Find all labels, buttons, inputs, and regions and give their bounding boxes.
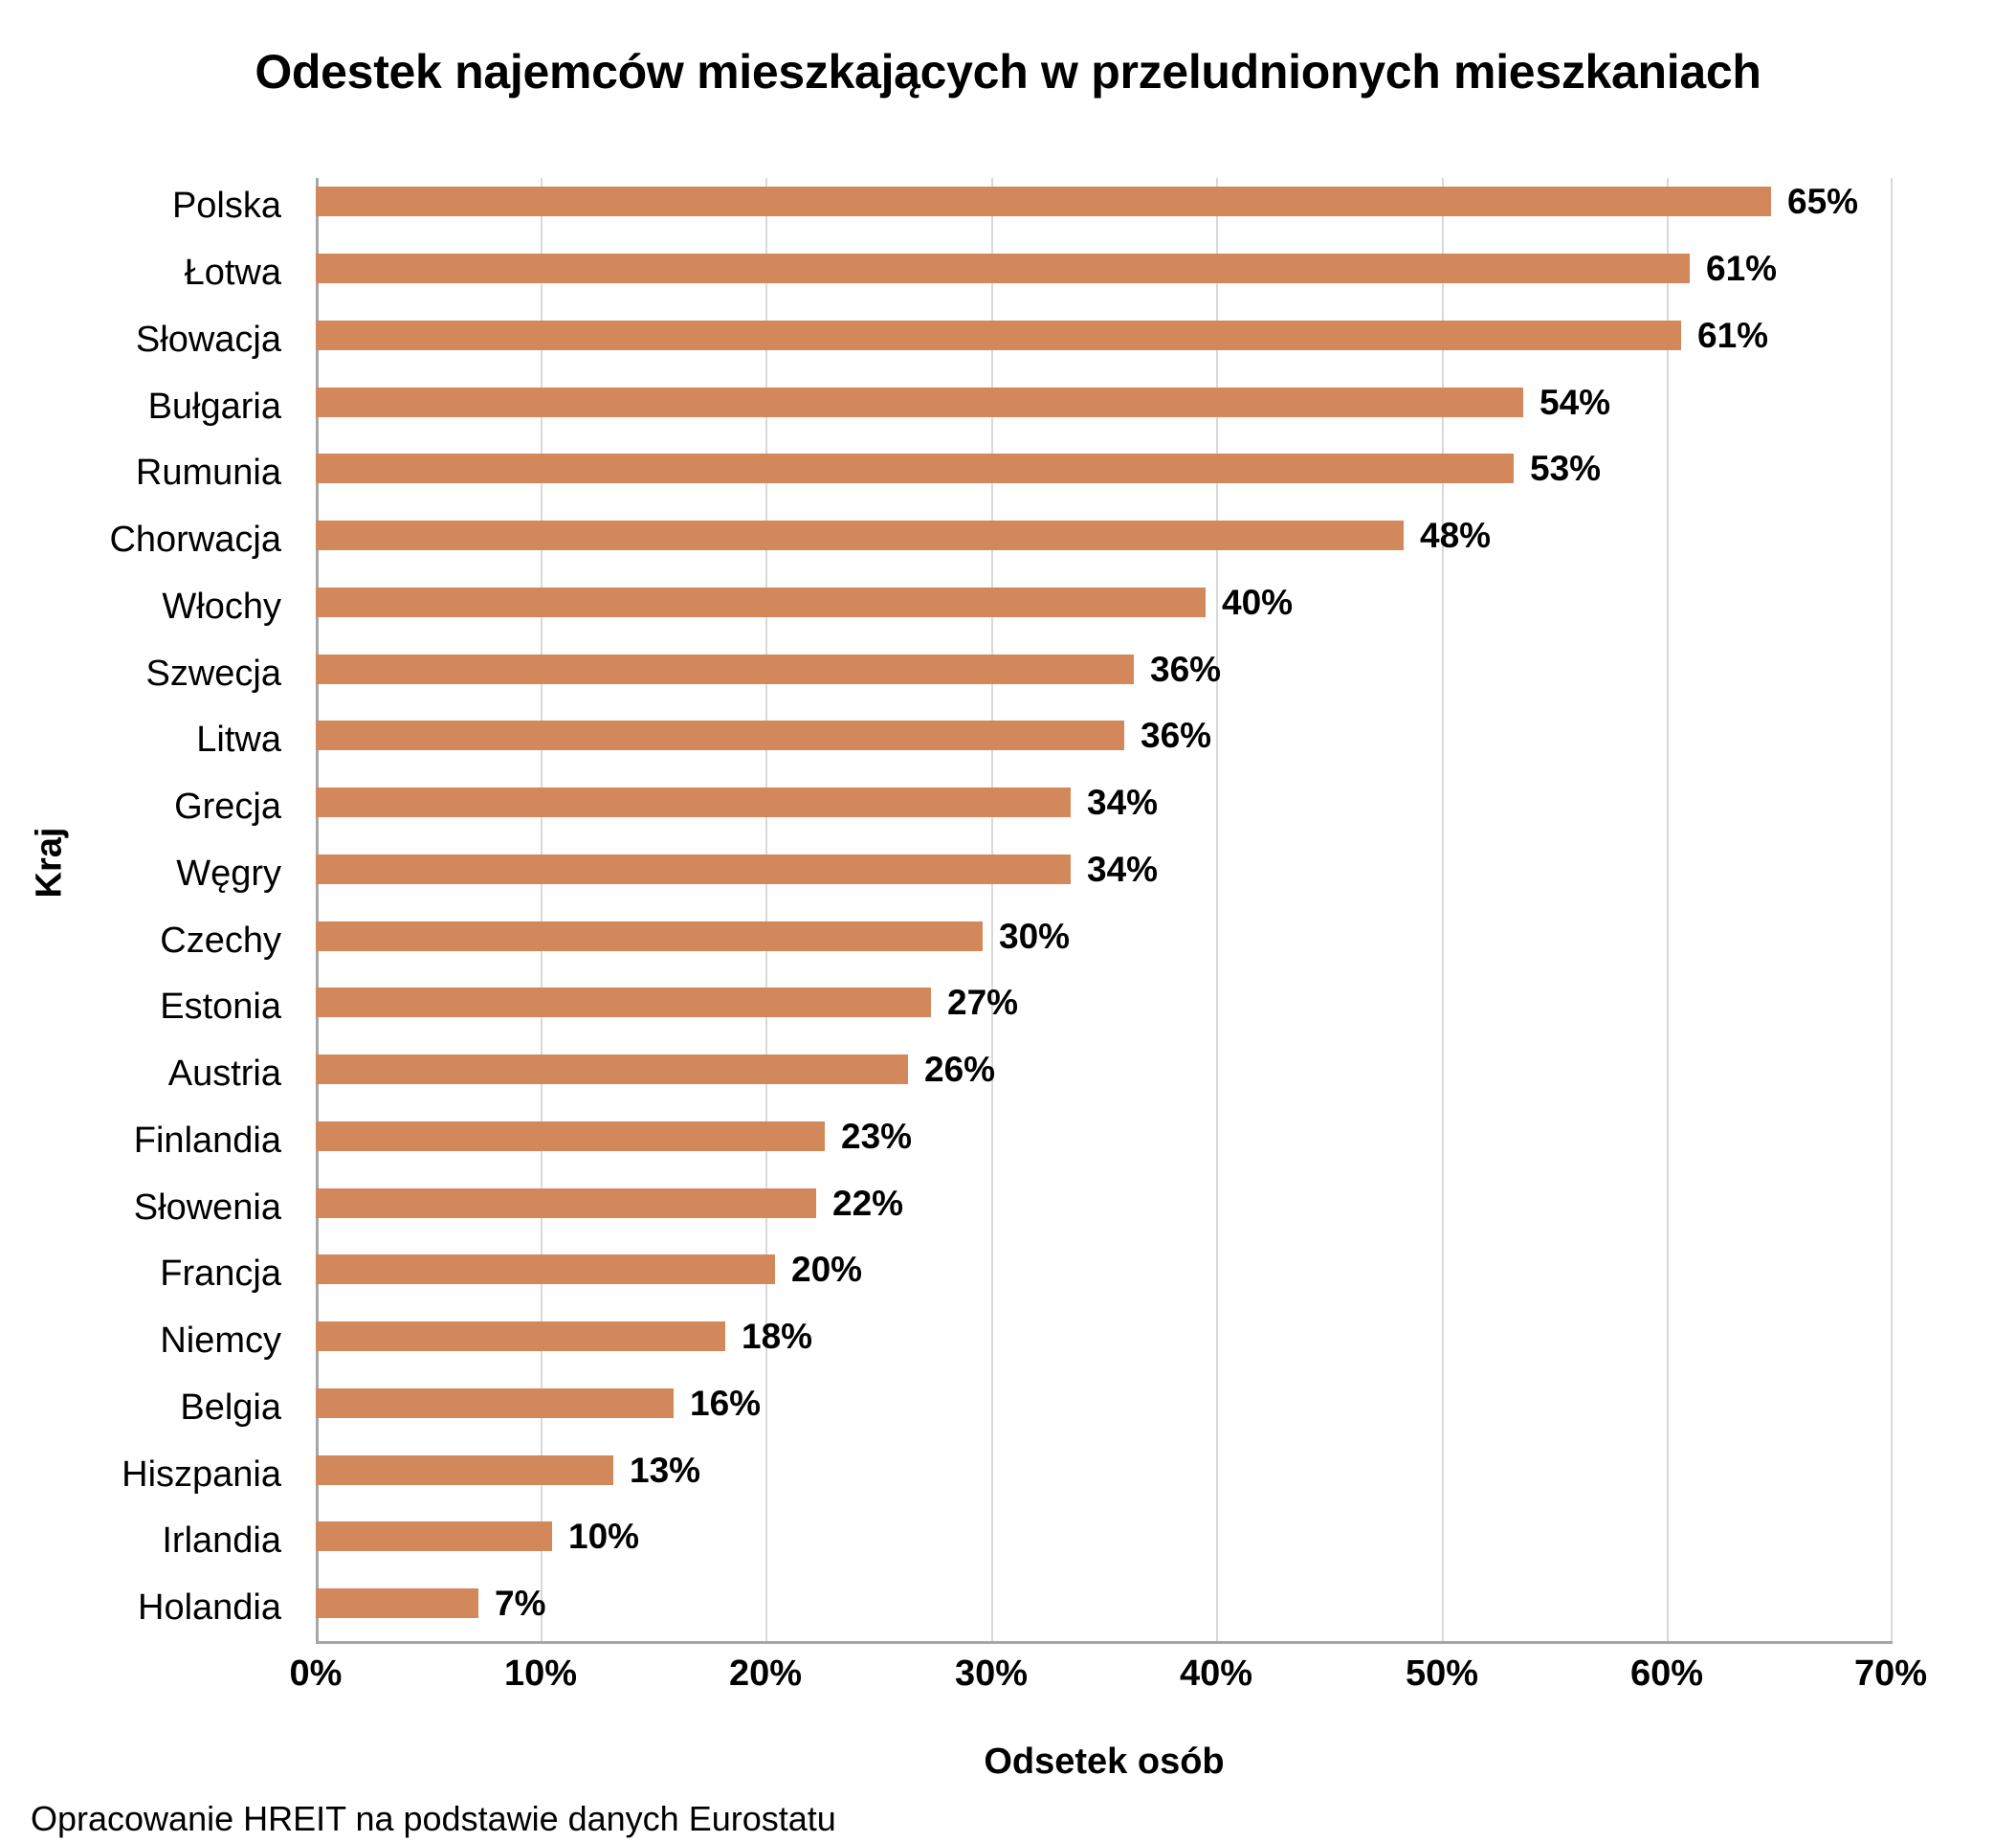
bar-value-hiszpania: 13% [630, 1451, 701, 1490]
bar-belgia [316, 1388, 674, 1418]
bar-row-francja [316, 1252, 1893, 1287]
bar-holandia [316, 1588, 478, 1618]
y-tick-label-3: Bułgaria [147, 387, 281, 427]
bar-row-wegry [316, 852, 1893, 887]
bar-row-hiszpania [316, 1453, 1893, 1488]
bar-austria [316, 1054, 908, 1084]
plot-area [316, 178, 1893, 1644]
y-tick-label-15: Słowenia [133, 1187, 281, 1228]
bar-slowacja [316, 321, 1681, 350]
bar-lotwa [316, 254, 1690, 283]
y-tick-label-4: Rumunia [135, 453, 281, 493]
bar-wlochy [316, 588, 1206, 617]
bar-value-estonia: 27% [947, 983, 1019, 1022]
bar-value-bulgaria: 54% [1540, 383, 1611, 422]
bar-grecja [316, 788, 1071, 817]
bar-value-francja: 20% [791, 1250, 863, 1289]
bar-row-bulgaria [316, 385, 1893, 420]
bar-row-irlandia [316, 1519, 1893, 1554]
y-tick-label-9: Grecja [174, 787, 281, 827]
x-tick-label-4: 40% [1179, 1653, 1253, 1694]
bar-czechy [316, 921, 983, 951]
bar-row-lotwa [316, 251, 1893, 286]
x-tick-label-2: 20% [728, 1653, 803, 1694]
y-tick-label-16: Francja [160, 1254, 281, 1294]
bar-row-niemcy [316, 1319, 1893, 1354]
bar-row-austria [316, 1052, 1893, 1087]
bar-row-slowenia [316, 1186, 1893, 1221]
x-tick-label-5: 50% [1405, 1653, 1479, 1694]
bar-chorwacja [316, 521, 1404, 550]
x-axis-tick-labels [289, 1653, 1928, 1711]
bar-niemcy [316, 1321, 725, 1351]
bar-row-czechy [316, 919, 1893, 954]
bar-irlandia [316, 1521, 552, 1551]
bar-row-estonia [316, 985, 1893, 1020]
chart-title: Odestek najemców mieszkających w przeludnionych mieszkaniach [255, 45, 1761, 99]
bar-value-wegry: 34% [1087, 850, 1159, 889]
bar-value-chorwacja: 48% [1420, 516, 1492, 555]
y-tick-label-18: Belgia [180, 1387, 281, 1428]
x-axis-title: Odsetek osób [984, 1742, 1225, 1782]
bar-value-szwecja: 36% [1150, 650, 1222, 689]
bar-row-chorwacja [316, 518, 1893, 553]
y-tick-label-17: Niemcy [160, 1320, 281, 1361]
bar-value-slowenia: 22% [832, 1184, 904, 1223]
bar-finlandia [316, 1121, 825, 1151]
bar-row-slowacja [316, 318, 1893, 353]
bar-litwa [316, 721, 1124, 750]
bar-hiszpania [316, 1455, 613, 1485]
bar-szwecja [316, 655, 1134, 684]
y-axis-title: Kraj [29, 827, 70, 899]
bar-row-rumunia [316, 451, 1893, 486]
bar-value-litwa: 36% [1141, 716, 1212, 755]
bar-slowenia [316, 1188, 816, 1218]
bar-value-grecja: 34% [1087, 783, 1159, 822]
x-tick-label-3: 30% [954, 1653, 1029, 1694]
source-note: Opracowanie HREIT na podstawie danych Eurostatu [31, 1799, 836, 1838]
bar-value-belgia: 16% [690, 1384, 762, 1423]
y-tick-label-14: Finlandia [133, 1121, 281, 1161]
bar-value-wlochy: 40% [1222, 583, 1294, 622]
y-tick-label-13: Austria [167, 1054, 281, 1094]
bar-value-slowacja: 61% [1697, 316, 1769, 355]
y-tick-label-2: Słowacja [135, 320, 281, 360]
bar-value-lotwa: 61% [1706, 249, 1778, 288]
x-tick-label-0: 0% [289, 1653, 343, 1694]
x-tick-label-1: 10% [503, 1653, 578, 1694]
bar-value-austria: 26% [924, 1050, 996, 1089]
bar-polska [316, 187, 1771, 216]
bar-francja [316, 1254, 775, 1284]
y-tick-label-10: Węgry [176, 854, 281, 894]
bar-value-rumunia: 53% [1530, 449, 1602, 488]
bar-estonia [316, 988, 931, 1017]
y-tick-label-12: Estonia [160, 987, 281, 1027]
y-tick-label-0: Polska [171, 186, 281, 226]
bar-wegry [316, 854, 1071, 884]
bar-row-polska [316, 184, 1893, 219]
bar-bulgaria [316, 388, 1523, 417]
bar-row-szwecja [316, 652, 1893, 687]
bar-row-wlochy [316, 585, 1893, 620]
bar-value-finlandia: 23% [841, 1117, 913, 1156]
bar-rumunia [316, 454, 1514, 483]
bar-row-grecja [316, 785, 1893, 820]
y-tick-label-20: Irlandia [162, 1520, 281, 1561]
y-tick-label-6: Włochy [162, 587, 281, 627]
y-tick-label-21: Holandia [138, 1587, 281, 1628]
bar-value-niemcy: 18% [742, 1317, 813, 1356]
bar-value-holandia: 7% [495, 1584, 546, 1623]
bar-value-irlandia: 10% [568, 1517, 640, 1556]
y-tick-label-19: Hiszpania [122, 1454, 281, 1495]
bar-row-litwa [316, 718, 1893, 753]
bar-row-finlandia [316, 1119, 1893, 1154]
y-tick-label-1: Łotwa [184, 253, 281, 293]
y-tick-label-5: Chorwacja [109, 520, 281, 560]
bar-value-polska: 65% [1787, 182, 1859, 221]
x-tick-label-6: 60% [1629, 1653, 1704, 1694]
bar-row-belgia [316, 1386, 1893, 1421]
bar-series [316, 178, 1893, 1644]
y-tick-label-11: Czechy [160, 921, 281, 961]
y-tick-label-8: Litwa [196, 720, 281, 760]
x-tick-label-7: 70% [1853, 1653, 1928, 1694]
bar-row-holandia [316, 1586, 1893, 1621]
y-tick-label-7: Szwecja [145, 654, 281, 694]
bar-value-czechy: 30% [999, 917, 1071, 956]
